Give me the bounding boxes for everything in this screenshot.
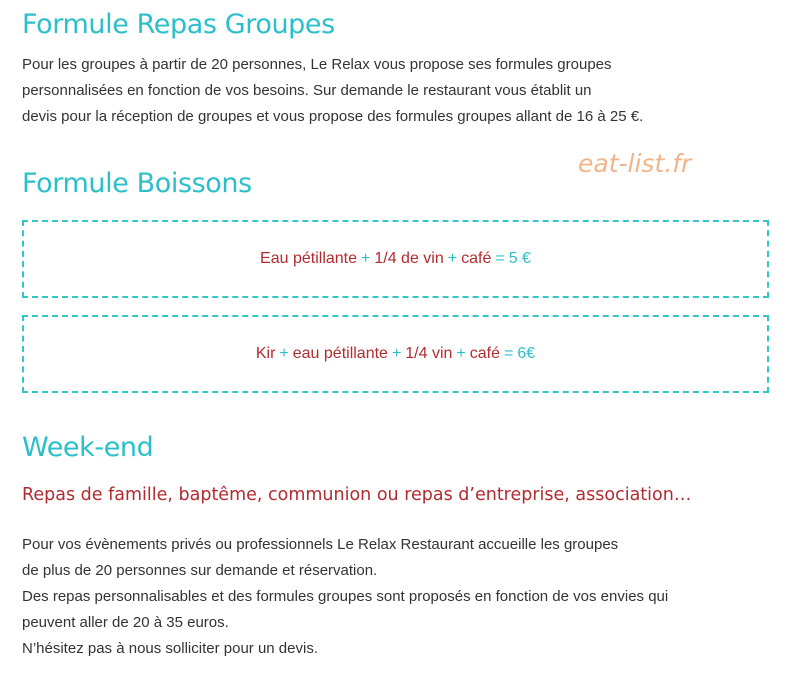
plus-sign: + [456, 345, 466, 362]
repas-description [22, 52, 643, 130]
offer-item: Eau pétillante [260, 250, 358, 267]
week-end-description [22, 532, 668, 662]
week-end-line: N’hésitez pas à nous solliciter pour un devis. [22, 640, 318, 657]
offer-price: 5 € [508, 250, 531, 267]
repas-line: personnalisées en fonction de vos besoins. Sur demande le restaurant vous établit un [22, 82, 592, 99]
offer-item: 1/4 vin [405, 345, 453, 362]
offer-price: 6€ [517, 345, 536, 362]
section-title-week-end: Week-end [22, 432, 154, 463]
week-end-line: peuvent aller de 20 à 35 euros. [22, 614, 229, 631]
section-title-boissons: Formule Boissons [22, 168, 252, 199]
week-end-line: Pour vos évènements privés ou professionnels Le Relax Restaurant accueille les groupes [22, 536, 619, 553]
offer-item: café [461, 250, 492, 267]
plus-sign: + [447, 250, 458, 267]
equals-sign: = [495, 250, 505, 267]
drink-offer-box [22, 315, 769, 393]
offer-item: eau pétillante [292, 345, 388, 362]
drink-offer-box [22, 220, 769, 298]
week-end-subtitle: Repas de famille, baptême, communion ou repas d’entreprise, association… [22, 485, 692, 505]
section-title-repas-groupes: Formule Repas Groupes [22, 9, 335, 40]
repas-line: Pour les groupes à partir de 20 personnes, Le Relax vous propose ses formules groupes [22, 56, 612, 73]
repas-line: devis pour la réception de groupes et vous propose des formules groupes allant de 16 à 25 €. [22, 108, 644, 125]
plus-sign: + [279, 345, 289, 362]
offer-item: Kir [255, 345, 276, 362]
offer-item: café [469, 345, 501, 362]
offer-item: 1/4 de vin [374, 250, 444, 267]
plus-sign: + [361, 250, 371, 267]
week-end-line: Des repas personnalisables et des formules groupes sont proposés en fonction de vos envies qui [22, 588, 669, 605]
equals-sign: = [504, 345, 514, 362]
plus-sign: + [391, 345, 402, 362]
week-end-line: de plus de 20 personnes sur demande et réservation. [22, 562, 378, 579]
watermark-text: eat-list.fr [578, 149, 692, 178]
